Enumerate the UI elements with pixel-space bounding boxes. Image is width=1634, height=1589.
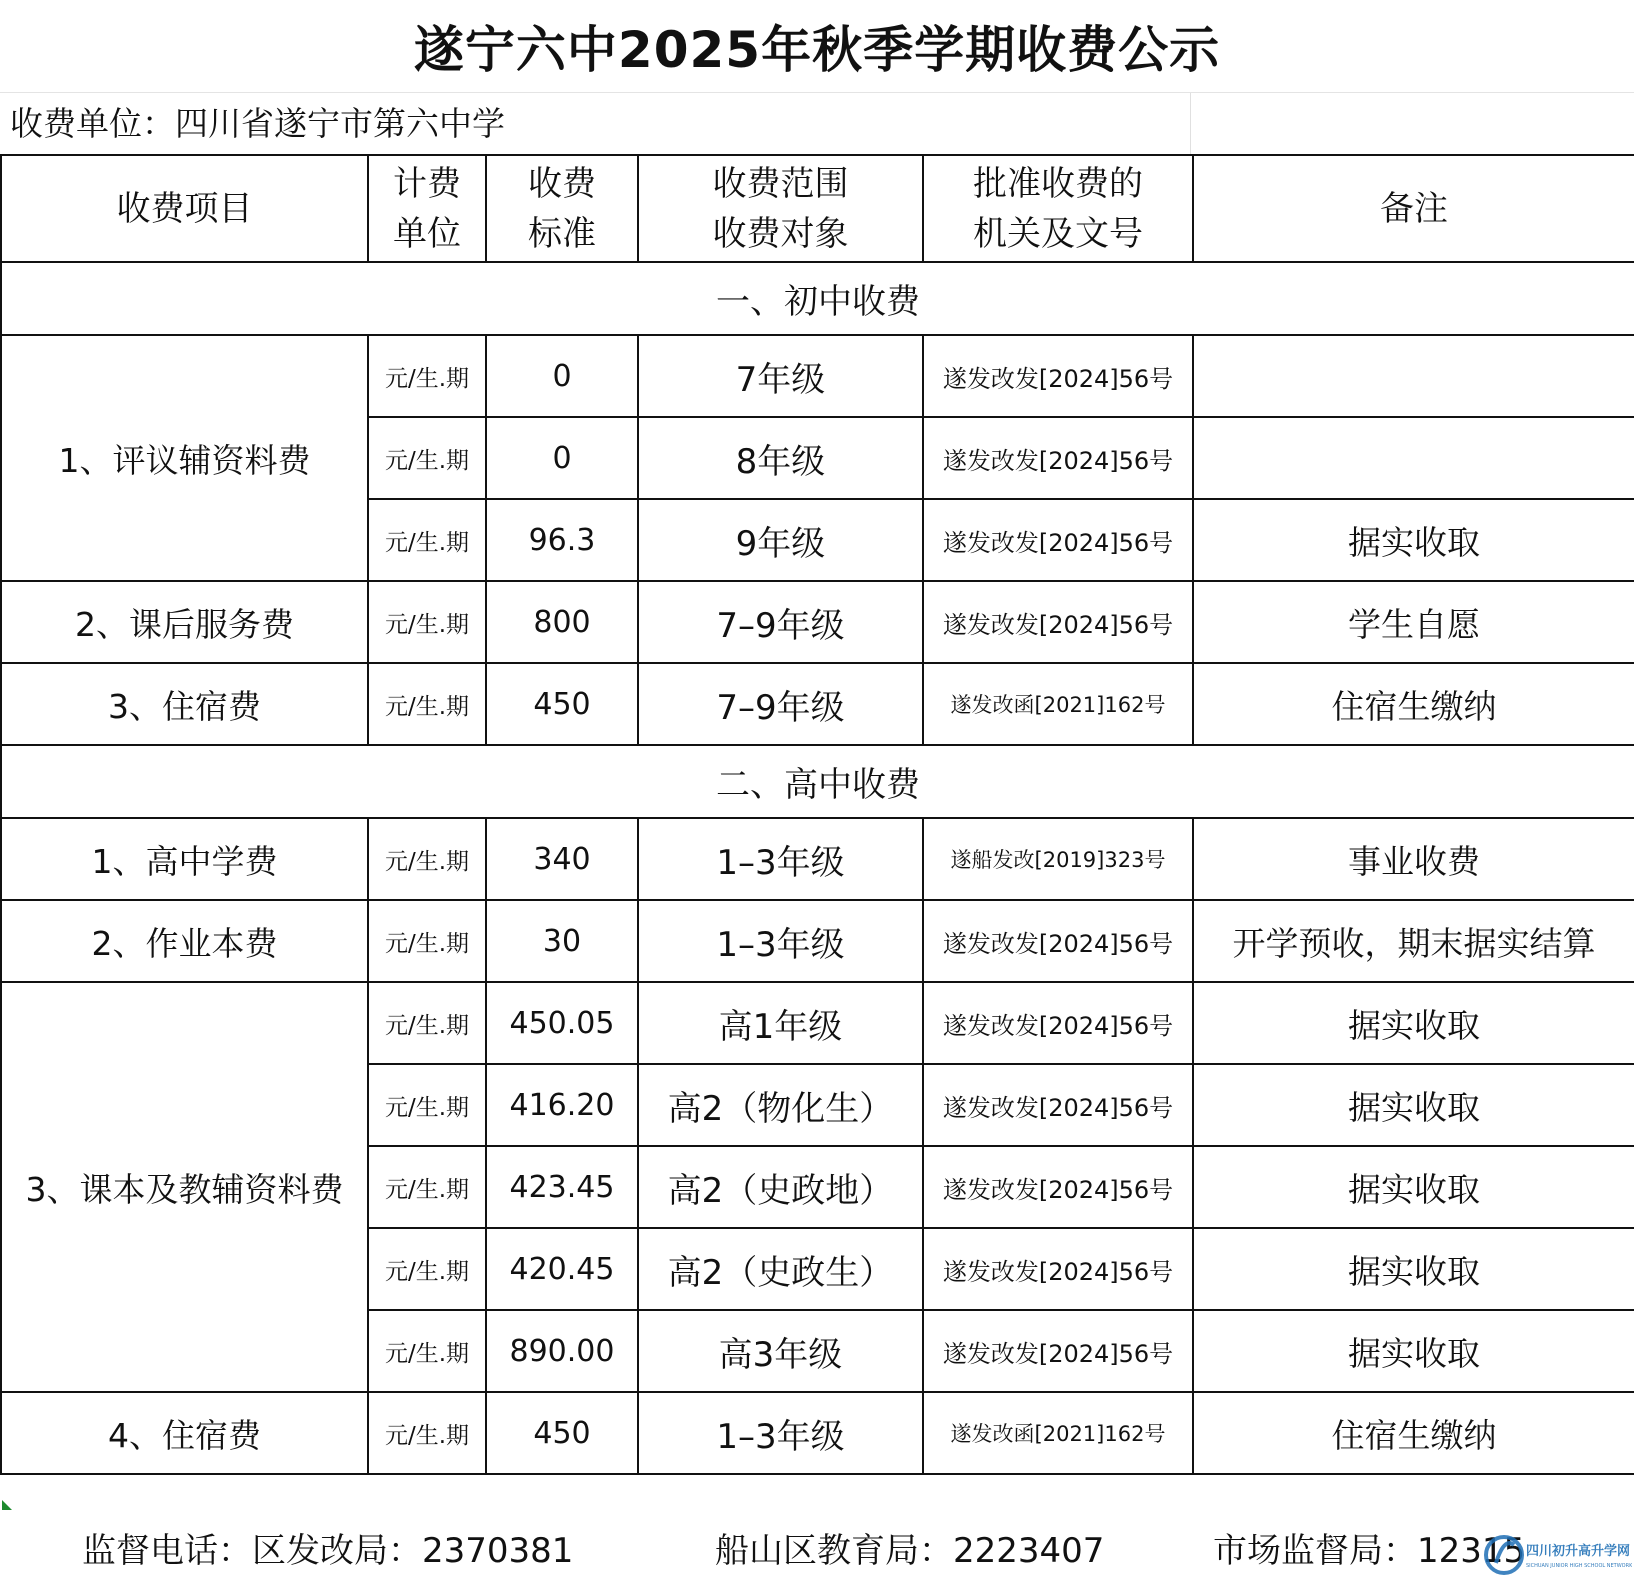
cell-std: 450 xyxy=(486,1392,638,1474)
cell-unit: 元/生.期 xyxy=(368,499,486,581)
fee-unit-row xyxy=(0,92,1634,155)
cell-std: 416.20 xyxy=(486,1064,638,1146)
cell-note: 据实收取 xyxy=(1193,1310,1634,1392)
cell-doc: 遂发改发[2024]56号 xyxy=(923,1310,1193,1392)
table-row xyxy=(1,900,1634,982)
cell-scope: 8年级 xyxy=(638,417,923,499)
header-doc-line1: 批准收费的 xyxy=(973,163,1143,204)
table-row xyxy=(1,335,1634,417)
cell-item: 4、住宿费 xyxy=(1,1392,368,1474)
table-header-row xyxy=(1,155,1634,262)
header-std-line2: 标准 xyxy=(528,213,596,254)
header-scope xyxy=(638,155,923,262)
divider xyxy=(1190,93,1191,155)
cell-scope: 高3年级 xyxy=(638,1310,923,1392)
header-std xyxy=(486,155,638,262)
cell-unit: 元/生.期 xyxy=(368,1064,486,1146)
table-row xyxy=(1,1392,1634,1474)
cell-unit: 元/生.期 xyxy=(368,581,486,663)
cell-std: 423.45 xyxy=(486,1146,638,1228)
cell-scope: 1–3年级 xyxy=(638,1392,923,1474)
cell-note: 据实收取 xyxy=(1193,499,1634,581)
cell-note: 据实收取 xyxy=(1193,1228,1634,1310)
cell-doc: 遂发改发[2024]56号 xyxy=(923,982,1193,1064)
cell-scope: 高2（物化生） xyxy=(638,1064,923,1146)
cell-std: 0 xyxy=(486,335,638,417)
cell-doc: 遂发改函[2021]162号 xyxy=(923,663,1193,745)
section-senior: 二、高中收费 xyxy=(1,745,1634,818)
page-title: 遂宁六中2025年秋季学期收费公示 xyxy=(413,21,1221,79)
cell-item: 2、作业本费 xyxy=(1,900,368,982)
cell-item: 3、课本及教辅资料费 xyxy=(1,982,368,1392)
header-doc xyxy=(923,155,1193,262)
watermark-logo xyxy=(1482,1527,1632,1583)
cell-unit: 元/生.期 xyxy=(368,1228,486,1310)
cell-unit: 元/生.期 xyxy=(368,1146,486,1228)
cell-unit: 元/生.期 xyxy=(368,818,486,900)
table-row xyxy=(1,581,1634,663)
cell-doc: 遂发改发[2024]56号 xyxy=(923,417,1193,499)
header-scope-line1: 收费范围 xyxy=(712,163,849,204)
cell-note: 据实收取 xyxy=(1193,982,1634,1064)
cell-unit: 元/生.期 xyxy=(368,663,486,745)
table-row xyxy=(1,818,1634,900)
cell-std: 340 xyxy=(486,818,638,900)
header-note: 备注 xyxy=(1193,155,1634,262)
cell-item: 2、课后服务费 xyxy=(1,581,368,663)
cell-doc: 遂发改发[2024]56号 xyxy=(923,1228,1193,1310)
cell-note xyxy=(1193,417,1634,499)
cell-std: 450.05 xyxy=(486,982,638,1064)
cell-std: 450 xyxy=(486,663,638,745)
cell-std: 30 xyxy=(486,900,638,982)
cell-std: 800 xyxy=(486,581,638,663)
cell-unit: 元/生.期 xyxy=(368,417,486,499)
cell-item: 1、评议辅资料费 xyxy=(1,335,368,581)
cell-std: 0 xyxy=(486,417,638,499)
cell-note: 开学预收，期末据实结算 xyxy=(1193,900,1634,982)
cell-unit: 元/生.期 xyxy=(368,335,486,417)
cell-note: 据实收取 xyxy=(1193,1146,1634,1228)
header-scope-line2: 收费对象 xyxy=(712,213,849,254)
cell-scope: 7–9年级 xyxy=(638,581,923,663)
cell-doc: 遂发改发[2024]56号 xyxy=(923,900,1193,982)
cell-unit: 元/生.期 xyxy=(368,1310,486,1392)
cell-note: 住宿生缴纳 xyxy=(1193,1392,1634,1474)
cell-std: 96.3 xyxy=(486,499,638,581)
cell-scope: 高2（史政生） xyxy=(638,1228,923,1310)
section-row xyxy=(1,262,1634,335)
cell-note: 住宿生缴纳 xyxy=(1193,663,1634,745)
table-row xyxy=(1,982,1634,1064)
cell-doc: 遂发改发[2024]56号 xyxy=(923,581,1193,663)
section-row xyxy=(1,745,1634,818)
header-unit-line2: 单位 xyxy=(393,213,461,254)
cell-item: 1、高中学费 xyxy=(1,818,368,900)
cell-note: 据实收取 xyxy=(1193,1064,1634,1146)
watermark-sub: SICHUAN JUNIOR HIGH SCHOOL NETWORK xyxy=(1526,1563,1632,1569)
header-unit xyxy=(368,155,486,262)
fee-table xyxy=(0,154,1634,1475)
header-unit-line1: 计费 xyxy=(393,163,461,204)
footer-market-phone: 市场监督局：12315 xyxy=(1213,1531,1526,1571)
cell-item: 3、住宿费 xyxy=(1,663,368,745)
cell-doc: 遂发改发[2024]56号 xyxy=(923,335,1193,417)
footer-edu-phone: 船山区教育局：2223407 xyxy=(715,1531,1105,1571)
table-row xyxy=(1,663,1634,745)
footer-supervise-phone: 监督电话：区发改局：2370381 xyxy=(82,1531,574,1571)
cell-note: 事业收费 xyxy=(1193,818,1634,900)
cell-doc: 遂发改发[2024]56号 xyxy=(923,499,1193,581)
cell-scope: 7年级 xyxy=(638,335,923,417)
fee-unit-label: 收费单位：四川省遂宁市第六中学 xyxy=(10,104,505,143)
watermark-icon xyxy=(1482,1527,1632,1583)
cell-unit: 元/生.期 xyxy=(368,900,486,982)
cell-note: 学生自愿 xyxy=(1193,581,1634,663)
cell-unit: 元/生.期 xyxy=(368,1392,486,1474)
cell-std: 890.00 xyxy=(486,1310,638,1392)
cell-doc: 遂发改发[2024]56号 xyxy=(923,1146,1193,1228)
cell-scope: 1–3年级 xyxy=(638,818,923,900)
header-doc-line2: 机关及文号 xyxy=(973,213,1143,254)
section-junior: 一、初中收费 xyxy=(1,262,1634,335)
cell-scope: 高2（史政地） xyxy=(638,1146,923,1228)
cell-scope: 1–3年级 xyxy=(638,900,923,982)
cell-scope: 9年级 xyxy=(638,499,923,581)
cell-doc: 遂发改函[2021]162号 xyxy=(923,1392,1193,1474)
cell-doc: 遂发改发[2024]56号 xyxy=(923,1064,1193,1146)
cell-unit: 元/生.期 xyxy=(368,982,486,1064)
cell-scope: 高1年级 xyxy=(638,982,923,1064)
footer xyxy=(0,1501,1634,1589)
cell-doc: 遂船发改[2019]323号 xyxy=(923,818,1193,900)
cell-scope: 7–9年级 xyxy=(638,663,923,745)
watermark-name: 四川初升高升学网 xyxy=(1526,1544,1631,1559)
cell-note xyxy=(1193,335,1634,417)
header-std-line1: 收费 xyxy=(528,163,596,204)
cell-std: 420.45 xyxy=(486,1228,638,1310)
header-item: 收费项目 xyxy=(1,155,368,262)
